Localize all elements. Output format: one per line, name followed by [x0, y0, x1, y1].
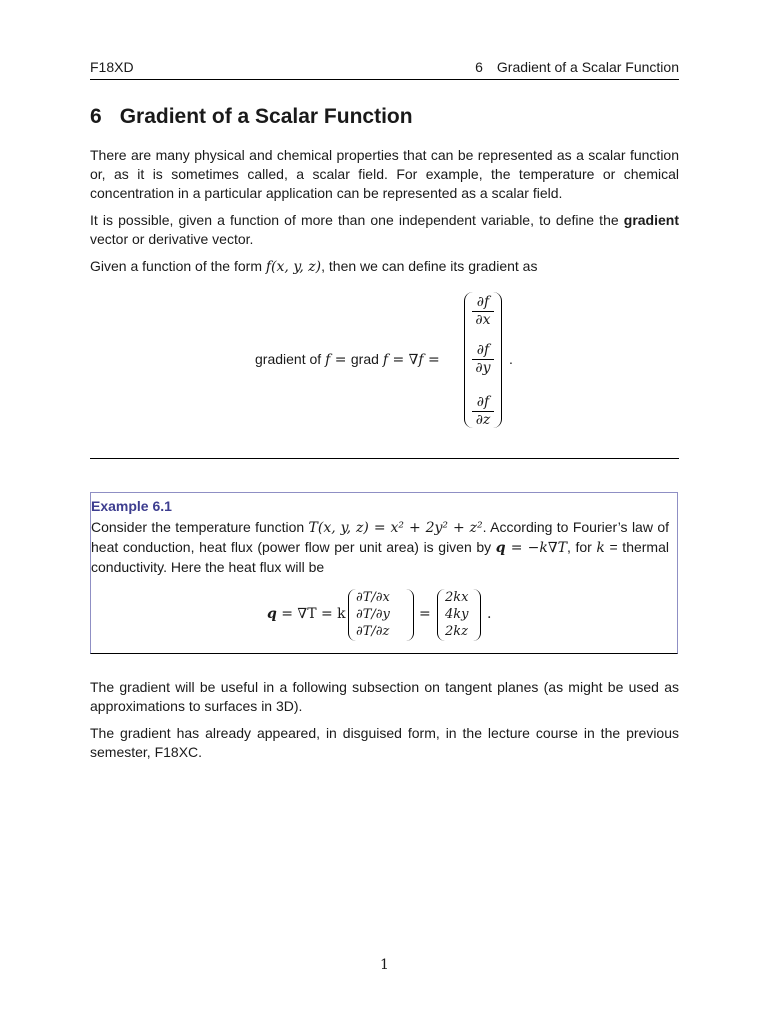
- vector-entry: ∂T/∂y: [356, 607, 390, 622]
- f-symbol: f: [418, 352, 424, 368]
- previous-course-paragraph: The gradient has already appeared, in disguised form, in the lecture course in the previous semester, F18XC.: [90, 725, 679, 760]
- equals-sign: =: [423, 352, 440, 368]
- numerator: ∂f: [472, 294, 494, 312]
- partial-f-z: [472, 394, 494, 429]
- section-number: 6: [90, 105, 102, 128]
- header-section-name: Gradient of a Scalar Function: [496, 59, 679, 75]
- numerator: ∂f: [472, 394, 494, 412]
- nabla-operator: = ∇: [388, 352, 419, 368]
- heat-flux-lhs: [267, 605, 346, 624]
- right-paren: [493, 292, 502, 428]
- gradient-definition-paragraph: [90, 211, 679, 249]
- right-paren: [406, 589, 414, 641]
- left-paren: [348, 589, 356, 641]
- partial-derivative-vector: [348, 589, 414, 641]
- gradient-term: gradient: [623, 212, 679, 228]
- f-symbol: f: [382, 352, 388, 368]
- equation-period: .: [487, 606, 492, 622]
- tangent-planes-paragraph: The gradient will be useful in a following subsection on tangent planes (as might be used as approximations to surfaces in 3D).: [90, 679, 679, 714]
- heat-flux-equation: [91, 587, 679, 643]
- left-paren: [437, 589, 445, 641]
- function-form-paragraph: [90, 257, 679, 277]
- section-heading: [90, 104, 413, 130]
- partial-f-x: [472, 294, 494, 329]
- denominator: ∂x: [475, 312, 491, 328]
- function-expression: f(x, y, z): [265, 259, 322, 275]
- example-paragraph: [91, 518, 669, 577]
- q-symbol: q: [267, 606, 277, 622]
- gradient-formula: [90, 290, 679, 430]
- heat-flux-result-vector: [437, 589, 481, 641]
- heat-flux-symbol: q: [495, 540, 506, 556]
- right-paren: [473, 589, 481, 641]
- running-header: [90, 58, 679, 80]
- example-box: [90, 492, 678, 654]
- gradient-of-label: gradient of: [255, 351, 326, 367]
- formula-period: .: [509, 351, 513, 367]
- example-title: Example 6.1: [91, 498, 172, 514]
- grad-operator: grad: [350, 351, 383, 367]
- fourier-law-expression: = −k∇T: [505, 540, 567, 556]
- gradient-column-vector: [464, 292, 502, 428]
- denominator: ∂y: [475, 360, 491, 376]
- vector-entry: ∂T/∂x: [356, 590, 390, 605]
- equals-sign: =: [330, 352, 351, 368]
- f-symbol: f: [325, 352, 331, 368]
- example-text: , for: [566, 539, 597, 555]
- section-title: Gradient of a Scalar Function: [119, 105, 413, 128]
- header-section-title: [475, 58, 679, 77]
- partial-f-y: [472, 342, 494, 377]
- equals-sign: =: [419, 606, 431, 622]
- temperature-function: T(x, y, z) = x² + 2y² + z²: [308, 520, 483, 536]
- nabla-t-equals-k: = ∇T = k: [276, 606, 346, 622]
- p3-text-before: Given a function of the form: [90, 258, 266, 274]
- example-text: = thermal conductivity. Here the heat flux will be: [91, 539, 669, 575]
- p2-text-before: It is possible, given a function of more than one independent variable, to define the: [90, 212, 624, 228]
- vector-entry: ∂T/∂z: [356, 624, 390, 639]
- vector-entry: 2kx: [445, 590, 469, 605]
- gradient-formula-lhs: [255, 350, 440, 370]
- divider-rule: [90, 458, 679, 459]
- k-symbol: k: [596, 540, 605, 556]
- vector-entry: 4ky: [445, 607, 469, 622]
- intro-paragraph: There are many physical and chemical properties that can be represented as a scalar function or, as it is sometimes called, a scalar field. For example, the temperature or chemical concentration in a particular application can be represented as a scalar field.: [90, 147, 679, 201]
- p3-text-after: , then we can define its gradient as: [321, 258, 538, 274]
- denominator: ∂z: [475, 412, 491, 428]
- page-number: 1: [380, 957, 389, 973]
- numerator: ∂f: [472, 342, 494, 360]
- example-text: . According to Fourier’s law of heat conduction, heat flux (power flow per unit area) is given by: [91, 519, 670, 555]
- vector-entry: 2kz: [445, 624, 468, 639]
- header-section-number: 6: [475, 59, 483, 75]
- example-text: Consider the temperature function: [91, 519, 309, 535]
- course-code: F18XD: [90, 59, 134, 75]
- p2-text-after: vector or derivative vector.: [90, 231, 254, 247]
